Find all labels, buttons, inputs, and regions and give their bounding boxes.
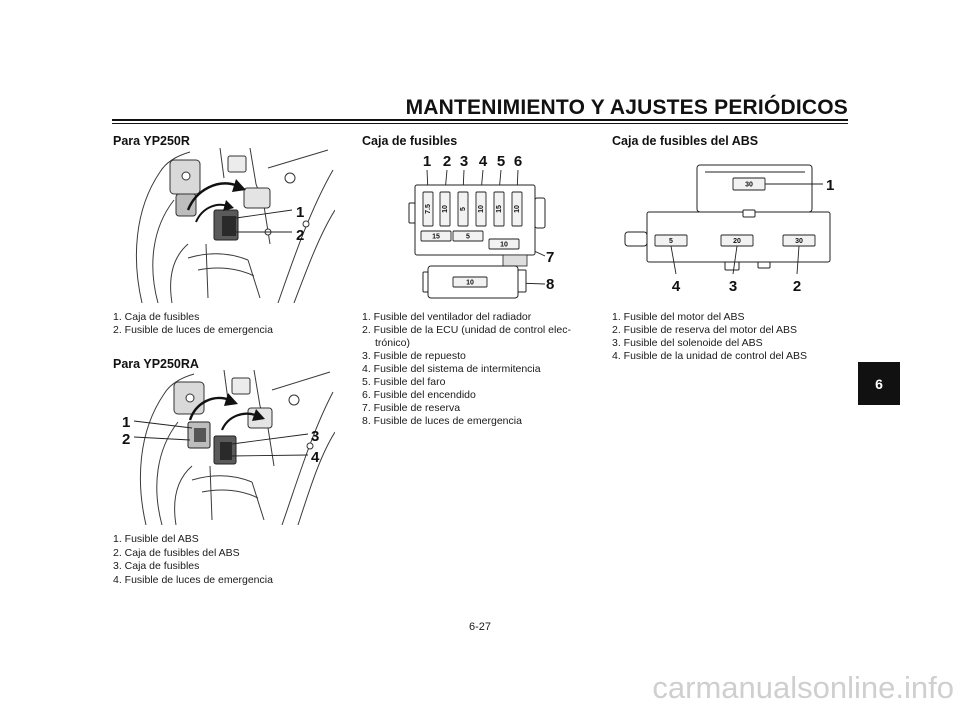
callout-1: 1 bbox=[826, 177, 835, 194]
watermark: carmanualsonline.info bbox=[652, 670, 954, 705]
fuse-top-3 bbox=[458, 192, 468, 226]
callout-6: 6 bbox=[513, 153, 523, 170]
fuse-rating: 10 bbox=[477, 205, 485, 213]
yp250r-title: Para YP250R bbox=[113, 134, 190, 148]
caption-item: 2. Fusible de la ECU (unidad de control elec- bbox=[362, 324, 571, 336]
yp250r-photo bbox=[128, 148, 335, 303]
yp250r-captions bbox=[113, 311, 273, 337]
fuse-top-2 bbox=[440, 192, 450, 226]
header-rule-thin bbox=[112, 123, 848, 124]
callout-1: 1 bbox=[122, 414, 131, 431]
fuse-rating: 10 bbox=[513, 205, 521, 213]
caption-item-continuation: trónico) bbox=[375, 337, 411, 349]
fuse-rating: 10 bbox=[500, 241, 508, 249]
callout-8: 8 bbox=[546, 276, 555, 293]
abs-fuse-top bbox=[733, 178, 765, 190]
caption-item: 2. Fusible de luces de emergencia bbox=[113, 324, 273, 336]
fuse-rating: 30 bbox=[795, 237, 803, 245]
fuse-rating: 5 bbox=[459, 207, 467, 211]
caption-item: 4. Fusible de luces de emergencia bbox=[113, 573, 273, 586]
fuse-top-5 bbox=[494, 192, 504, 226]
callout-3: 3 bbox=[728, 278, 738, 295]
callout-5: 5 bbox=[496, 153, 506, 170]
abs-fuse-body-1 bbox=[655, 235, 687, 246]
chapter-title: MANTENIMIENTO Y AJUSTES PERIÓDICOS bbox=[405, 96, 848, 119]
chapter-tab bbox=[858, 362, 900, 405]
engine-compartment-parts bbox=[170, 156, 309, 235]
caption-item: 6. Fusible del encendido bbox=[362, 389, 476, 401]
fuse-rating: 7.5 bbox=[424, 204, 432, 214]
abs-fuse-box-housing bbox=[625, 165, 830, 270]
caption-item: 2. Fusible de reserva del motor del ABS bbox=[612, 324, 798, 336]
fuse-rating: 5 bbox=[466, 233, 470, 241]
fuse-rating: 10 bbox=[466, 279, 474, 287]
yp250ra-title: Para YP250RA bbox=[113, 357, 199, 371]
caption-item: 2. Caja de fusibles del ABS bbox=[113, 546, 240, 559]
fuse-top-6 bbox=[512, 192, 522, 226]
callout-4: 4 bbox=[311, 449, 320, 466]
callout-4: 4 bbox=[478, 153, 488, 170]
caption-item: 5. Fusible del faro bbox=[362, 376, 446, 388]
abs-fuse-box-title: Caja de fusibles del ABS bbox=[612, 134, 759, 148]
caption-item: 3. Fusible de repuesto bbox=[362, 350, 466, 362]
fuse-rating: 15 bbox=[432, 233, 440, 241]
callout-leaders bbox=[236, 210, 292, 232]
fuse-rating: 15 bbox=[495, 205, 503, 213]
caption-item: 4. Fusible del sistema de intermitencia bbox=[362, 363, 541, 375]
caption-item: 1. Fusible del ABS bbox=[113, 533, 199, 545]
abs-fuse-body-2 bbox=[721, 235, 753, 246]
yp250ra-photo bbox=[118, 370, 335, 525]
callout-3: 3 bbox=[459, 153, 469, 170]
caption-item: 1. Fusible del ventilador del radiador bbox=[362, 311, 532, 323]
fuse-rating: 5 bbox=[669, 237, 673, 245]
abs-fuse-body-3 bbox=[783, 235, 815, 246]
caption-item: 7. Fusible de reserva bbox=[362, 402, 461, 414]
fuse-rating: 20 bbox=[733, 237, 741, 245]
header-rule-thick bbox=[112, 119, 848, 121]
callout-2: 2 bbox=[296, 227, 305, 244]
callout-7: 7 bbox=[546, 249, 555, 266]
callout-1: 1 bbox=[422, 153, 432, 170]
callout-4: 4 bbox=[671, 278, 681, 295]
callout-2: 2 bbox=[442, 153, 452, 170]
fuse-box-diagram bbox=[395, 148, 560, 300]
abs-fuse-box bbox=[188, 422, 210, 448]
fuse-box-captions bbox=[362, 311, 571, 428]
callout-1: 1 bbox=[296, 204, 305, 221]
fuse-bottom-1 bbox=[421, 231, 451, 241]
abs-fuse-box-diagram bbox=[615, 160, 840, 295]
fuse-box bbox=[214, 210, 238, 240]
caption-item: 3. Caja de fusibles bbox=[113, 560, 200, 573]
page-number: 6-27 bbox=[468, 621, 492, 633]
caption-item: 3. Fusible del solenoide del ABS bbox=[612, 337, 763, 349]
fuse-top-1 bbox=[423, 192, 433, 226]
fuse-bottom-2 bbox=[453, 231, 483, 241]
caption-item: 8. Fusible de luces de emergencia bbox=[362, 415, 522, 427]
caption-item: 1. Caja de fusibles bbox=[113, 311, 200, 323]
abs-fuse-box-captions bbox=[612, 311, 807, 363]
fuse-rating: 30 bbox=[745, 181, 753, 189]
yp250ra-captions bbox=[113, 533, 273, 587]
callout-2: 2 bbox=[792, 278, 802, 295]
chapter-tab-label: 6 bbox=[875, 375, 883, 392]
emergency-fuse-holder bbox=[423, 266, 526, 298]
fuse-box bbox=[214, 436, 236, 464]
caption-item: 1. Fusible del motor del ABS bbox=[612, 311, 745, 323]
fuse-top-4 bbox=[476, 192, 486, 226]
callout-3: 3 bbox=[311, 428, 320, 445]
fuse-bottom-3 bbox=[489, 239, 519, 249]
caption-item: 4. Fusible de la unidad de control del ABS bbox=[612, 350, 807, 362]
fuse-rating: 10 bbox=[441, 205, 449, 213]
callout-2: 2 bbox=[122, 431, 131, 448]
fuse-box-title: Caja de fusibles bbox=[362, 134, 458, 148]
